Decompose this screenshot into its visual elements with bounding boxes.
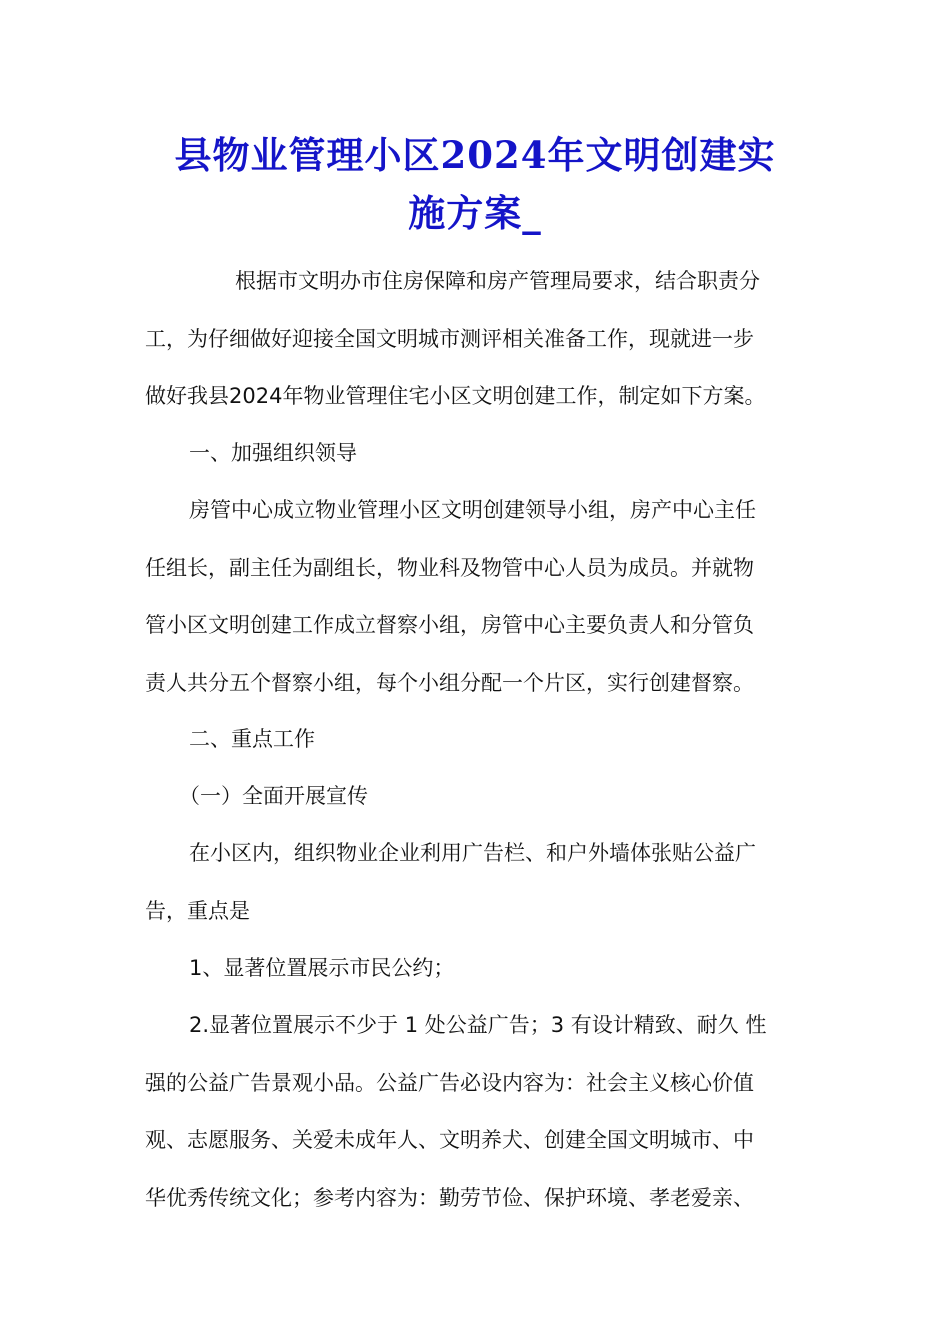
section-heading-2: [145, 711, 807, 769]
text-line: 房管中心成立物业管理小区文明创建领导小组，房产中心主任: [189, 498, 756, 522]
list-item-1: [145, 940, 807, 998]
text-line: （一）全面开展宣传: [179, 784, 368, 808]
text-line: 强的公益广告景观小品。公益广告必设内容为：社会主义核心价值: [145, 1070, 754, 1095]
text-line: 1、显著位置展示市民公约；: [189, 956, 455, 980]
title-line-1: 县物业管理小区2024年文明创建实: [174, 133, 776, 177]
title-line-2: 施方案_: [408, 191, 542, 235]
text-line: 观、志愿服务、关爱未成年人、文明养犬、创建全国文明城市、中: [145, 1128, 754, 1152]
text-line: 任组长，副主任为副组长，物业科及物管中心人员为成员。并就物: [145, 555, 754, 580]
text-line: 管小区文明创建工作成立督察小组，房管中心主要负责人和分管负: [145, 613, 754, 637]
text-line: 华优秀传统文化；参考内容为：勤劳节俭、保护环境、孝老爱亲、: [145, 1185, 754, 1210]
text-line: 2.显著位置展示不少于 1 处公益广告；3 有设计精致、耐久 性: [189, 1013, 767, 1037]
paragraph-publicity: [145, 825, 807, 940]
list-item-2: [145, 997, 807, 1227]
text-line: 根据市文明办市住房保障和房产管理局要求，结合职责分: [235, 269, 760, 293]
document-title: [140, 126, 810, 242]
subsection-heading-1: [145, 768, 807, 826]
text-line: 二、重点工作: [189, 727, 315, 751]
text-line: 一、加强组织领导: [189, 441, 357, 465]
text-line: 工，为仔细做好迎接全国文明城市测评相关准备工作，现就进一步: [145, 326, 754, 351]
paragraph-organization: [145, 482, 807, 712]
paragraph-intro: [145, 253, 807, 426]
text-line: 在小区内，组织物业企业利用广告栏、和户外墙体张贴公益广: [189, 841, 756, 865]
text-line: 做好我县2024年物业管理住宅小区文明创建工作，制定如下方案。: [145, 384, 766, 408]
text-line: 责人共分五个督察小组，每个小组分配一个片区，实行创建督察。: [145, 670, 754, 695]
text-line: 告，重点是: [145, 898, 250, 923]
section-heading-1: [145, 425, 807, 483]
